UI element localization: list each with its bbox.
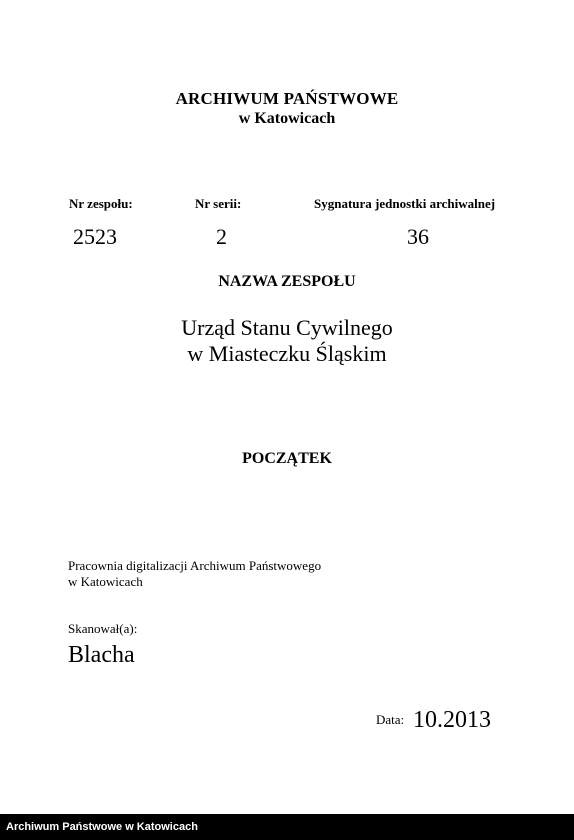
- footer-text: Archiwum Państwowe w Katowicach: [6, 821, 198, 833]
- date-value: 10.2013: [413, 707, 491, 733]
- collection-name-line2: w Miasteczku Śląskim: [187, 341, 387, 366]
- collection-number-value: 2523: [73, 224, 117, 249]
- footer-bar: [0, 814, 574, 840]
- series-number-label: Nr serii:: [195, 196, 242, 211]
- collection-name-heading: NAZWA ZESPOŁU: [218, 273, 356, 290]
- digitization-workshop-line2: w Katowicach: [68, 574, 143, 589]
- scanned-by-label: Skanował(a):: [68, 621, 138, 636]
- signature-value: 36: [407, 224, 429, 249]
- signature-label: Sygnatura jednostki archiwalnej: [314, 196, 496, 211]
- date-label: Data:: [376, 712, 405, 727]
- digitization-workshop-line1: Pracownia digitalizacji Archiwum Państwowego: [68, 558, 322, 573]
- series-number-value: 2: [216, 224, 227, 249]
- collection-number-label: Nr zespołu:: [69, 196, 133, 211]
- archive-city: w Katowicach: [238, 110, 336, 127]
- archive-name: ARCHIWUM PAŃSTWOWE: [175, 89, 399, 108]
- scanned-by-value: Blacha: [68, 642, 135, 668]
- section-marker: POCZĄTEK: [242, 450, 332, 467]
- collection-name-line1: Urząd Stanu Cywilnego: [181, 315, 393, 340]
